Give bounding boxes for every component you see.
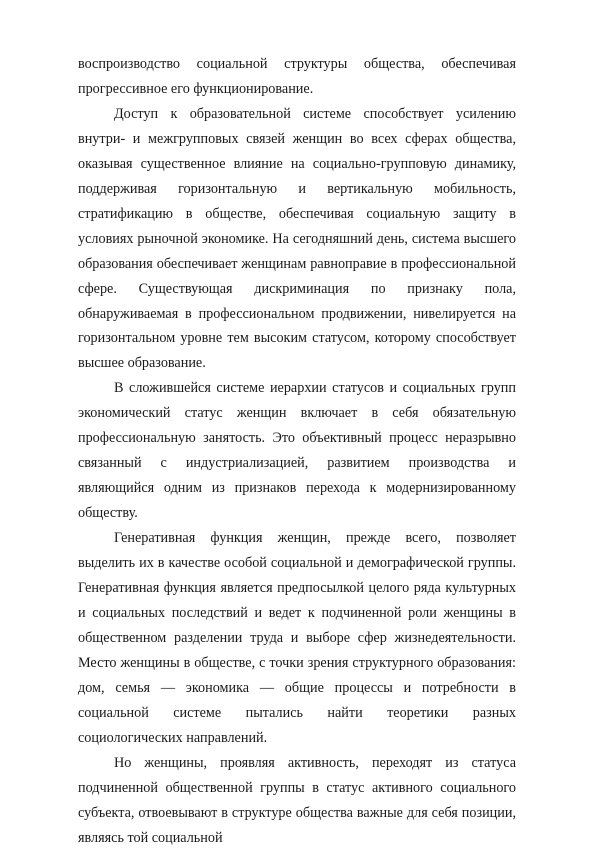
paragraph-generative-function: Генеративная функция женщин, прежде всего, позволяет выделить их в качестве особой социальной и демографической группы. Генеративная функция является предпосылкой целого ряда культурных и социальных последствий и ведет к подчиненной роли женщины в общественном разделении труда и выборе сфер жизнедеятельности. Место женщины в обществе, с точки зрения структурного образования: дом, семья — экономика — общие процессы и потребности в социальной системе пытались найти теоретики разных социологических направлений. — [78, 530, 516, 746]
document-body — [78, 52, 516, 851]
paragraph-women-activity: Но женщины, проявляя активность, переходят из статуса подчиненной общественной группы в статус активного социального субъекта, отвоевывают в структуре общества важные для себя позиции, являясь той социальной — [78, 754, 516, 846]
paragraph-status-hierarchy: В сложившейся системе иерархии статусов и социальных групп экономический статус женщин включает в себя обязательную профессиональную занятость. Это объективный процесс неразрывно связанный с индустриализацией, развитием производства и являющийся одним из признаков перехода к модернизированному обществу. — [78, 380, 516, 522]
paragraph-education-access: Доступ к образовательной системе способствует усилению внутри- и межгрупповых связей женщин во всех сферах общества, оказывая существенное влияние на социально-групповую динамику, поддерживая горизонтальную и вертикальную мобильность, стратификацию в обществе, обеспечивая социальную защиту в условиях рыночной экономике. На сегодняшний день, система высшего образования обеспечивает женщинам равноправие в профессиональной сфере. Существующая дискриминация по признаку пола, обнаруживаемая в профессиональном продвижении, нивелируется на горизонтальном уровне тем высоким статусом, которому способствует высшее образование. — [78, 105, 516, 372]
paragraph-continuation: воспроизводство социальной структуры общества, обеспечивая прогрессивное его функционирование. — [78, 56, 516, 97]
